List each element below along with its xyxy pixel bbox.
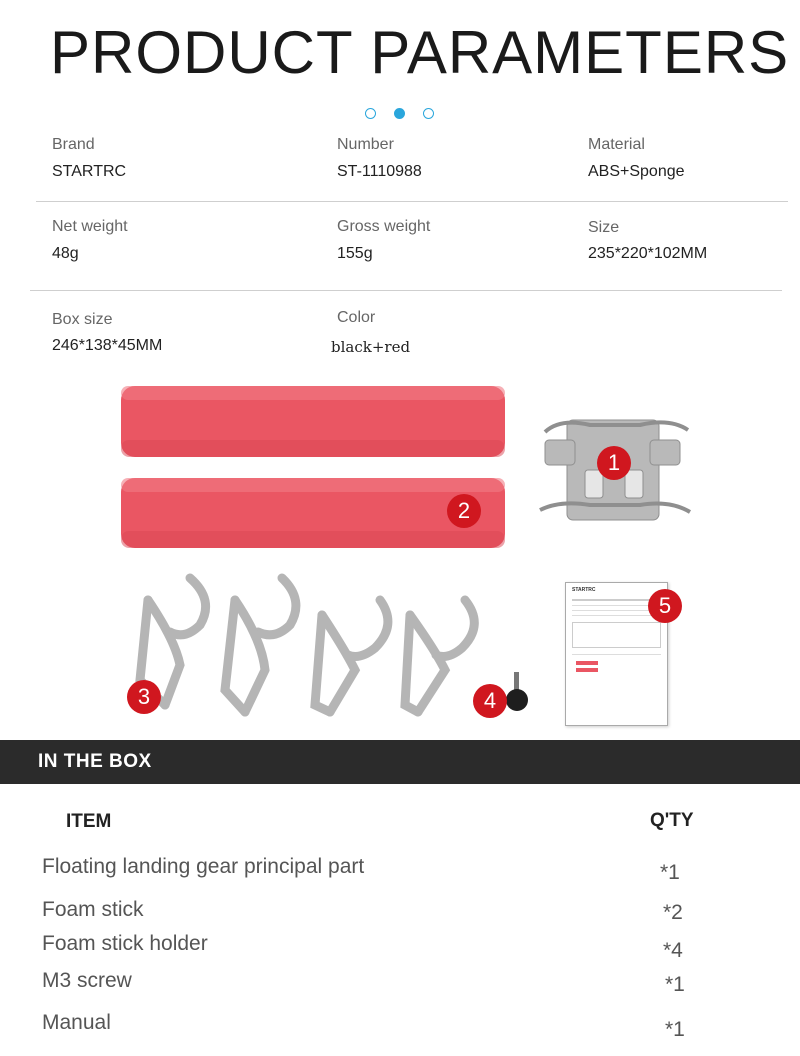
- item-qty: *1: [665, 1018, 685, 1041]
- part-badge-3: 3: [127, 680, 161, 714]
- param-label-size: Size: [588, 219, 620, 236]
- param-label-material: Material: [588, 136, 645, 153]
- param-divider-2: [30, 290, 782, 291]
- param-value-gross-weight: 155g: [337, 245, 373, 262]
- item-qty: *2: [663, 901, 683, 924]
- foam-stick-holder-2-image: [225, 578, 296, 712]
- param-value-material: ABS+Sponge: [588, 163, 685, 180]
- foam-stick-holder-3-image: [315, 600, 388, 712]
- in-the-box-title: IN THE BOX: [38, 751, 152, 772]
- carousel-dot-2[interactable]: [394, 108, 405, 119]
- param-value-color: black+red: [331, 338, 411, 356]
- param-value-number: ST-1110988: [337, 163, 422, 180]
- part-badge-4: 4: [473, 684, 507, 718]
- item-name: M3 screw: [42, 969, 132, 992]
- product-parts-illustration: [0, 370, 800, 740]
- param-label-brand: Brand: [52, 136, 95, 153]
- param-divider-1: [36, 201, 788, 202]
- param-label-number: Number: [337, 136, 394, 153]
- param-label-gross-weight: Gross weight: [337, 218, 431, 235]
- param-label-box-size: Box size: [52, 311, 113, 328]
- foam-stick-holder-4-image: [405, 600, 474, 712]
- item-qty: *4: [663, 939, 683, 962]
- param-label-color: Color: [337, 309, 376, 326]
- item-name: Floating landing gear principal part: [42, 855, 365, 878]
- param-value-size: 235*220*102MM: [588, 245, 708, 262]
- carousel-dot-1[interactable]: [365, 108, 376, 119]
- item-name: Foam stick holder: [42, 932, 208, 955]
- m3-screw-image: [506, 672, 528, 711]
- page-title: PRODUCT PARAMETERS: [50, 19, 790, 86]
- item-qty: *1: [660, 861, 680, 884]
- param-value-brand: STARTRC: [52, 163, 127, 180]
- foam-stick-1-image: [121, 386, 505, 457]
- item-name: Foam stick: [42, 898, 144, 921]
- qty-column-header: Q'TY: [650, 810, 694, 831]
- param-value-net-weight: 48g: [52, 245, 79, 262]
- part-badge-5: 5: [648, 589, 682, 623]
- part-badge-1: 1: [597, 446, 631, 480]
- param-value-box-size: 246*138*45MM: [52, 337, 163, 354]
- param-label-net-weight: Net weight: [52, 218, 128, 235]
- carousel-dot-3[interactable]: [423, 108, 434, 119]
- manual-title: STARTRC: [572, 587, 596, 593]
- part-badge-2: 2: [447, 494, 481, 528]
- item-name: Manual: [42, 1011, 111, 1034]
- item-column-header: ITEM: [66, 811, 112, 832]
- item-qty: *1: [665, 973, 685, 996]
